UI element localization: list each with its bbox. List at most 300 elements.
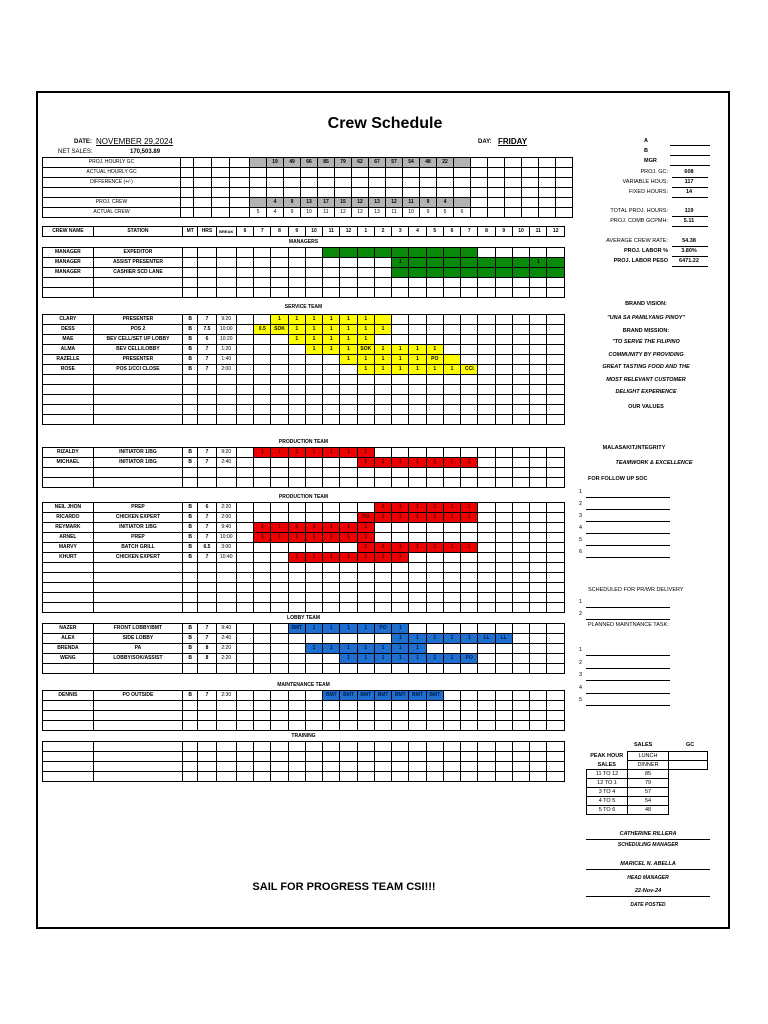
crew-name: ROSE bbox=[43, 365, 94, 375]
hour-cell bbox=[323, 355, 340, 365]
mission-line: "TO SERVE THE FILIPINO bbox=[612, 339, 680, 345]
crew-station bbox=[93, 468, 182, 478]
hour-cell: LL bbox=[478, 634, 495, 644]
hour-cell bbox=[236, 593, 253, 603]
hour-cell bbox=[426, 752, 443, 762]
hour-cell: 1 bbox=[392, 345, 409, 355]
hour-cell bbox=[236, 583, 253, 593]
hour-cell bbox=[512, 543, 529, 553]
forecast-value: 22 bbox=[437, 158, 454, 168]
forecast-value: 5 bbox=[437, 208, 454, 218]
hour-cell bbox=[236, 288, 253, 298]
crew-name: CLARY bbox=[43, 315, 94, 325]
hour-cell bbox=[547, 711, 565, 721]
crew-name bbox=[43, 762, 94, 772]
forecast-value bbox=[539, 198, 556, 208]
hour-cell bbox=[305, 385, 322, 395]
hour-cell bbox=[374, 478, 391, 488]
peak-cell: 85 bbox=[628, 770, 669, 779]
hour-cell bbox=[374, 634, 391, 644]
hour-cell bbox=[495, 315, 512, 325]
hour-cell bbox=[547, 415, 565, 425]
underline bbox=[586, 607, 670, 608]
hour-cell bbox=[236, 345, 253, 355]
hour-cell: 1 bbox=[357, 448, 374, 458]
hour-cell bbox=[426, 742, 443, 752]
hour-cell bbox=[271, 553, 288, 563]
hour-cell bbox=[443, 315, 460, 325]
forecast-value bbox=[369, 168, 386, 178]
crew-mt: B bbox=[183, 315, 198, 325]
stat-value: 54.38 bbox=[682, 238, 696, 244]
crew-station bbox=[93, 405, 182, 415]
hour-cell: 1 bbox=[357, 355, 374, 365]
crew-station bbox=[93, 721, 182, 731]
crew-row bbox=[43, 543, 565, 553]
blank-cell bbox=[212, 198, 230, 208]
abm-label: MGR bbox=[644, 158, 657, 164]
forecast-value bbox=[386, 188, 403, 198]
forecast-value: 9 bbox=[284, 208, 301, 218]
hour-cell bbox=[443, 415, 460, 425]
hour-cell bbox=[547, 752, 565, 762]
hour-cell bbox=[443, 248, 460, 258]
crew-row bbox=[43, 278, 565, 288]
hour-cell bbox=[547, 355, 565, 365]
hour-cell bbox=[323, 742, 340, 752]
crew-mt bbox=[183, 721, 198, 731]
hour-cell: 1 bbox=[461, 513, 478, 523]
crew-mt: B bbox=[183, 503, 198, 513]
hour-cell bbox=[236, 654, 253, 664]
crew-hrs bbox=[198, 468, 216, 478]
hour-cell: 1 bbox=[409, 503, 426, 513]
forecast-value bbox=[352, 188, 369, 198]
hour-cell bbox=[409, 553, 426, 563]
hour-cell bbox=[323, 711, 340, 721]
hour-cell bbox=[323, 278, 340, 288]
hour-cell bbox=[374, 268, 391, 278]
hour-cell bbox=[305, 762, 322, 772]
hour-cell: PO bbox=[374, 624, 391, 634]
hour-cell: 1 bbox=[426, 345, 443, 355]
hour-cell bbox=[495, 742, 512, 752]
crew-name bbox=[43, 664, 94, 674]
hour-cell bbox=[357, 721, 374, 731]
crew-break: 2:20 bbox=[216, 654, 236, 664]
underline bbox=[670, 155, 710, 156]
hour-cell bbox=[426, 664, 443, 674]
hour-cell bbox=[236, 395, 253, 405]
peak-cell: 11 TO 12 bbox=[587, 770, 628, 779]
hour-cell bbox=[305, 458, 322, 468]
hour-cell: 1 bbox=[323, 624, 340, 634]
hour-cell bbox=[530, 415, 547, 425]
hour-cell: 1 bbox=[443, 634, 460, 644]
hour-cell bbox=[288, 654, 305, 664]
forecast-grid bbox=[42, 157, 573, 218]
hour-cell: 1 bbox=[374, 543, 391, 553]
hour-cell bbox=[495, 415, 512, 425]
hour-cell bbox=[443, 288, 460, 298]
hour-cell bbox=[288, 258, 305, 268]
hour-cell bbox=[392, 664, 409, 674]
hour-cell bbox=[305, 711, 322, 721]
hour-cell bbox=[374, 711, 391, 721]
hour-cell bbox=[305, 721, 322, 731]
hour-cell bbox=[409, 563, 426, 573]
forecast-value: 4 bbox=[267, 198, 284, 208]
hour-cell bbox=[323, 634, 340, 644]
crew-name bbox=[43, 385, 94, 395]
hour-cell bbox=[236, 701, 253, 711]
hour-cell bbox=[236, 553, 253, 563]
col-header-hour: 12 bbox=[340, 227, 357, 237]
crew-row bbox=[43, 385, 565, 395]
forecast-row-label: PROJ. HOURLY GC bbox=[43, 158, 181, 168]
hour-cell bbox=[426, 325, 443, 335]
hour-cell bbox=[530, 742, 547, 752]
hour-cell bbox=[443, 258, 460, 268]
hour-cell bbox=[530, 395, 547, 405]
forecast-row-label: PROJ. CREW bbox=[43, 198, 181, 208]
hour-cell: 1 bbox=[323, 345, 340, 355]
hour-cell bbox=[236, 448, 253, 458]
crew-hrs: 7 bbox=[198, 448, 216, 458]
hour-cell bbox=[461, 288, 478, 298]
crew-row bbox=[43, 772, 565, 782]
hour-cell bbox=[443, 268, 460, 278]
forecast-value bbox=[335, 168, 352, 178]
hour-cell: 1 bbox=[305, 345, 322, 355]
hour-cell bbox=[461, 711, 478, 721]
hour-cell bbox=[530, 325, 547, 335]
hour-cell bbox=[495, 288, 512, 298]
hour-cell bbox=[547, 691, 565, 701]
crew-station bbox=[93, 593, 182, 603]
stat-label: PROJ. LABOR PESO bbox=[613, 258, 668, 264]
hour-cell bbox=[409, 603, 426, 613]
crew-name bbox=[43, 478, 94, 488]
crew-station: CHICKEN EXPERT bbox=[93, 553, 182, 563]
hour-cell bbox=[426, 772, 443, 782]
crew-row bbox=[43, 468, 565, 478]
hour-cell bbox=[547, 448, 565, 458]
crew-break: 2:40 bbox=[216, 634, 236, 644]
forecast-value bbox=[454, 168, 471, 178]
hour-cell bbox=[512, 711, 529, 721]
crew-hrs bbox=[198, 478, 216, 488]
hour-cell bbox=[254, 503, 271, 513]
forecast-value bbox=[267, 178, 284, 188]
section-production-2-title: PRODUCTION TEAM bbox=[278, 493, 329, 500]
hour-cell bbox=[357, 278, 374, 288]
hour-cell bbox=[478, 603, 495, 613]
peak-hour-table bbox=[586, 751, 708, 815]
col-header-hour: 11 bbox=[323, 227, 340, 237]
forecast-value: 11 bbox=[386, 208, 403, 218]
crew-mt bbox=[183, 468, 198, 478]
col-header-hour: 9 bbox=[288, 227, 305, 237]
hour-cell bbox=[547, 365, 565, 375]
signature-title-1: SCHEDULING MANAGER bbox=[617, 842, 679, 848]
hour-cell bbox=[357, 248, 374, 258]
hour-cell bbox=[392, 721, 409, 731]
hour-cell bbox=[392, 701, 409, 711]
hour-cell bbox=[495, 603, 512, 613]
crew-mt bbox=[183, 395, 198, 405]
hour-cell bbox=[357, 772, 374, 782]
peak-cell: LUNCH bbox=[628, 752, 669, 761]
hour-cell bbox=[547, 603, 565, 613]
crew-mt bbox=[183, 573, 198, 583]
hour-cell bbox=[461, 345, 478, 355]
hour-cell bbox=[547, 654, 565, 664]
crew-mt: B bbox=[183, 691, 198, 701]
hour-cell bbox=[254, 513, 271, 523]
hour-cell bbox=[236, 634, 253, 644]
hour-cell: 1 bbox=[340, 654, 357, 664]
hour-cell bbox=[426, 701, 443, 711]
hour-cell bbox=[426, 405, 443, 415]
crew-hrs bbox=[198, 248, 216, 258]
hour-cell bbox=[443, 762, 460, 772]
hour-cell bbox=[547, 543, 565, 553]
stat-value: 3.80% bbox=[681, 248, 697, 254]
peak-cell: 4 TO 5 bbox=[587, 797, 628, 806]
follow-up-num: 3 bbox=[579, 513, 583, 519]
col-header-hrs: HRS bbox=[198, 227, 216, 237]
blank-cell bbox=[212, 158, 230, 168]
hour-cell bbox=[478, 563, 495, 573]
hour-cell bbox=[443, 405, 460, 415]
crew-row bbox=[43, 268, 565, 278]
hour-cell bbox=[547, 583, 565, 593]
hour-cell bbox=[547, 533, 565, 543]
hour-cell bbox=[271, 772, 288, 782]
crew-break bbox=[216, 288, 236, 298]
hour-cell bbox=[323, 543, 340, 553]
hour-cell bbox=[288, 375, 305, 385]
col-header-mt: MT bbox=[183, 227, 198, 237]
forecast-value: 49 bbox=[284, 158, 301, 168]
follow-up-label: FOR FOLLOW UP SOC bbox=[588, 476, 648, 482]
blank-cell bbox=[230, 158, 250, 168]
hour-cell bbox=[271, 248, 288, 258]
forecast-value: 6 bbox=[454, 208, 471, 218]
crew-name: REYMARK bbox=[43, 523, 94, 533]
hour-cell bbox=[305, 415, 322, 425]
hour-cell bbox=[392, 523, 409, 533]
crew-hrs: 7 bbox=[198, 345, 216, 355]
crew-mt: B bbox=[183, 533, 198, 543]
maintenance-num: 4 bbox=[579, 684, 583, 691]
crew-name bbox=[43, 701, 94, 711]
hour-cell: 1 bbox=[305, 325, 322, 335]
crew-break: 10:20 bbox=[216, 335, 236, 345]
hour-cell bbox=[512, 583, 529, 593]
crew-hrs: 7 bbox=[198, 458, 216, 468]
hour-cell bbox=[357, 593, 374, 603]
hour-cell bbox=[409, 523, 426, 533]
hour-cell bbox=[271, 583, 288, 593]
crew-row bbox=[43, 563, 565, 573]
hour-cell bbox=[426, 258, 443, 268]
hour-cell: 1 bbox=[374, 458, 391, 468]
blank-cell bbox=[230, 188, 250, 198]
hour-cell bbox=[495, 365, 512, 375]
hour-cell bbox=[512, 278, 529, 288]
hour-cell bbox=[512, 385, 529, 395]
hour-cell bbox=[236, 468, 253, 478]
hour-cell: 1 bbox=[357, 644, 374, 654]
forecast-value: 9 bbox=[420, 198, 437, 208]
stat-label: VARIABLE HOUS: bbox=[622, 179, 668, 185]
col-header-hour: 11 bbox=[530, 227, 547, 237]
hour-cell bbox=[236, 752, 253, 762]
hour-cell bbox=[340, 458, 357, 468]
forecast-value bbox=[284, 168, 301, 178]
hour-cell bbox=[461, 258, 478, 268]
hour-cell bbox=[443, 742, 460, 752]
forecast-value bbox=[454, 178, 471, 188]
stat-value: 119 bbox=[684, 208, 694, 214]
blank-cell bbox=[181, 158, 194, 168]
hour-cell bbox=[461, 415, 478, 425]
forecast-value bbox=[403, 168, 420, 178]
crew-name: RAZELLE bbox=[43, 355, 94, 365]
mission-line: COMMUNITY BY PROVIDING bbox=[608, 351, 684, 358]
hour-cell bbox=[254, 385, 271, 395]
hour-cell: SOK bbox=[357, 345, 374, 355]
hour-cell bbox=[357, 563, 374, 573]
crew-station bbox=[93, 385, 182, 395]
hour-cell bbox=[512, 654, 529, 664]
hour-cell bbox=[547, 375, 565, 385]
hour-cell bbox=[357, 762, 374, 772]
crew-row bbox=[43, 315, 565, 325]
hour-cell bbox=[547, 523, 565, 533]
hour-cell bbox=[461, 395, 478, 405]
hour-cell bbox=[288, 634, 305, 644]
crew-station bbox=[93, 742, 182, 752]
crew-row bbox=[43, 553, 565, 563]
hour-cell bbox=[409, 278, 426, 288]
forecast-value bbox=[471, 208, 488, 218]
crew-name bbox=[43, 395, 94, 405]
hour-cell bbox=[254, 742, 271, 752]
crew-name: NEIL JHON bbox=[43, 503, 94, 513]
hour-cell bbox=[357, 405, 374, 415]
hour-cell bbox=[409, 593, 426, 603]
crew-break: 1:20 bbox=[216, 345, 236, 355]
stat-label: FIXED HOURS: bbox=[628, 189, 668, 195]
hour-cell bbox=[495, 593, 512, 603]
underline bbox=[586, 705, 670, 706]
hour-cell bbox=[288, 248, 305, 258]
hour-cell bbox=[495, 278, 512, 288]
crew-mt: B bbox=[183, 345, 198, 355]
crew-mt: B bbox=[183, 325, 198, 335]
hour-cell bbox=[461, 325, 478, 335]
hour-cell bbox=[374, 742, 391, 752]
hour-cell bbox=[236, 325, 253, 335]
hour-cell bbox=[495, 721, 512, 731]
crew-break bbox=[216, 395, 236, 405]
hour-cell bbox=[271, 468, 288, 478]
signature-name-1: CATHERINE RILLERA bbox=[619, 831, 677, 837]
crew-hrs: 7 bbox=[198, 691, 216, 701]
hour-cell bbox=[288, 355, 305, 365]
crew-mt: B bbox=[183, 523, 198, 533]
peak-row bbox=[587, 752, 708, 761]
hour-cell bbox=[305, 468, 322, 478]
hour-cell bbox=[512, 752, 529, 762]
hour-cell bbox=[288, 583, 305, 593]
hour-cell: 1 bbox=[323, 448, 340, 458]
underline bbox=[586, 668, 670, 669]
net-sales-label: NET SALES: bbox=[58, 149, 93, 155]
hour-cell bbox=[478, 468, 495, 478]
underline bbox=[586, 839, 710, 840]
hour-cell bbox=[530, 375, 547, 385]
hour-cell: 1 bbox=[305, 448, 322, 458]
hour-cell bbox=[547, 248, 565, 258]
hour-cell: SOK bbox=[271, 325, 288, 335]
crew-name: RICARDO bbox=[43, 513, 94, 523]
hour-cell: BMT bbox=[374, 691, 391, 701]
crew-row bbox=[43, 691, 565, 701]
crew-hrs: 8 bbox=[198, 654, 216, 664]
hour-cell bbox=[392, 573, 409, 583]
hour-cell bbox=[288, 268, 305, 278]
hour-cell bbox=[426, 563, 443, 573]
crew-station: CHICKEN EXPERT bbox=[93, 513, 182, 523]
hour-cell bbox=[547, 458, 565, 468]
hour-cell bbox=[236, 644, 253, 654]
hour-cell bbox=[340, 375, 357, 385]
underline bbox=[672, 187, 708, 188]
hour-cell bbox=[374, 258, 391, 268]
signature-name-2: MARICEL N. ABELLA bbox=[620, 861, 676, 867]
hour-cell bbox=[409, 395, 426, 405]
hour-cell bbox=[461, 762, 478, 772]
hour-cell bbox=[478, 315, 495, 325]
hour-cell: 1 bbox=[288, 448, 305, 458]
hour-cell bbox=[374, 664, 391, 674]
hour-cell: 1 bbox=[305, 624, 322, 634]
crew-station: CASHIER SCD LANE bbox=[93, 268, 182, 278]
hour-cell bbox=[288, 468, 305, 478]
crew-name bbox=[43, 603, 94, 613]
forecast-value: 15 bbox=[335, 198, 352, 208]
hour-cell bbox=[357, 288, 374, 298]
hour-cell bbox=[478, 664, 495, 674]
hour-cell: 1 bbox=[340, 335, 357, 345]
hour-cell bbox=[271, 258, 288, 268]
hour-cell bbox=[254, 258, 271, 268]
hour-cell bbox=[495, 701, 512, 711]
hour-cell: 1 bbox=[374, 355, 391, 365]
col-header-hour: 3 bbox=[392, 227, 409, 237]
crew-name: WENG bbox=[43, 654, 94, 664]
hour-cell bbox=[512, 468, 529, 478]
hour-cell bbox=[530, 553, 547, 563]
maintenance-num: 2 bbox=[579, 659, 583, 666]
crew-break bbox=[216, 701, 236, 711]
forecast-value: 4 bbox=[267, 208, 284, 218]
forecast-value: 66 bbox=[301, 158, 318, 168]
